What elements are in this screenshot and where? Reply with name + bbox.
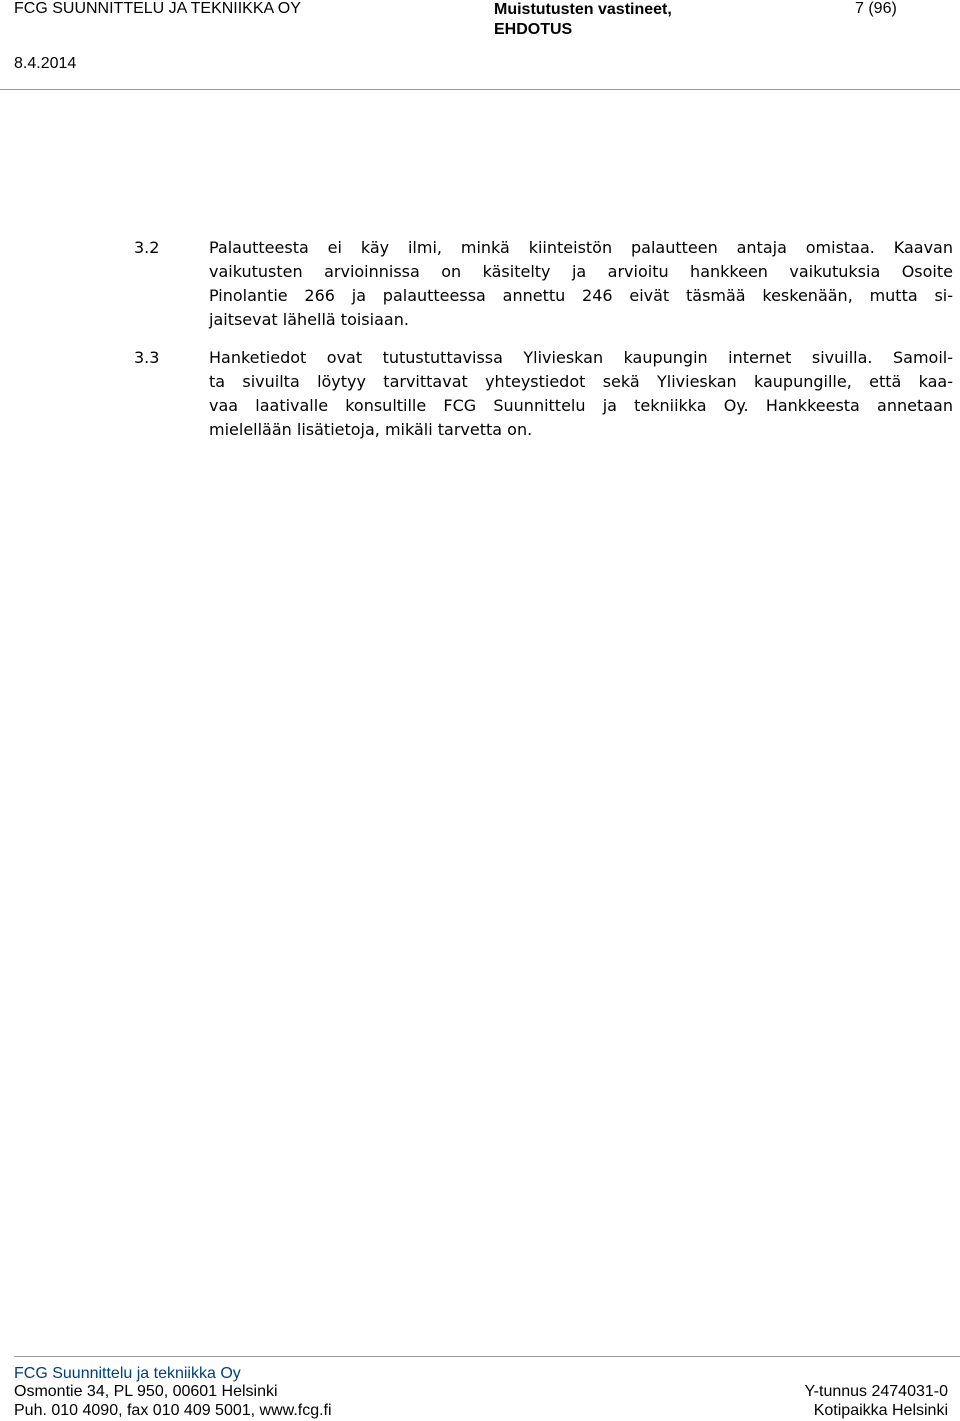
document-title-line1: Muistutusten vastineet,	[494, 1, 672, 18]
document-title	[494, 0, 672, 40]
section-text	[209, 346, 953, 442]
footer-business-id: Y-tunnus 2474031-0	[804, 1383, 948, 1400]
footer-domicile: Kotipaikka Helsinki	[813, 1402, 948, 1419]
header-divider	[0, 89, 960, 90]
header-company: FCG SUUNNITTELU JA TEKNIIKKA OY	[14, 0, 301, 17]
text-line: Hanketiedot ovat tutustuttavissa Ylivieskan kaupungin internet sivuilla. Samoil-	[209, 348, 953, 367]
footer-address: Osmontie 34, PL 950, 00601 Helsinki	[14, 1383, 278, 1400]
text-line: vaa laativalle konsultille FCG Suunnittelu ja tekniikka Oy. Hankkeesta annetaan	[209, 396, 953, 415]
text-line: jaitsevat lähellä toisiaan.	[209, 310, 409, 329]
footer-phone: Puh. 010 4090, fax 010 409 5001, www.fcg.fi	[14, 1402, 332, 1419]
text-line: Palautteesta ei käy ilmi, minkä kiinteistön palautteen antaja omistaa. Kaavan	[209, 238, 953, 257]
document-date: 8.4.2014	[14, 55, 77, 72]
footer-divider	[14, 1356, 960, 1357]
text-line: ta sivuilta löytyy tarvittavat yhteystiedot sekä Ylivieskan kaupungille, että kaa-	[209, 372, 953, 391]
text-line: mielellään lisätietoja, mikäli tarvetta on.	[209, 420, 533, 439]
document-title-line2: EHDOTUS	[494, 21, 573, 38]
footer-company: FCG Suunnittelu ja tekniikka Oy	[14, 1365, 241, 1382]
section-text	[209, 236, 953, 332]
page-number: 7 (96)	[855, 0, 897, 17]
text-line: Pinolantie 266 ja palautteessa annettu 246 eivät täsmää keskenään, mutta si-	[209, 286, 953, 305]
section-number: 3.3	[134, 348, 160, 367]
text-line: vaikutusten arvioinnissa on käsitelty ja arvioitu hankkeen vaikutuksia Osoite	[209, 262, 953, 281]
section-number: 3.2	[134, 238, 160, 257]
